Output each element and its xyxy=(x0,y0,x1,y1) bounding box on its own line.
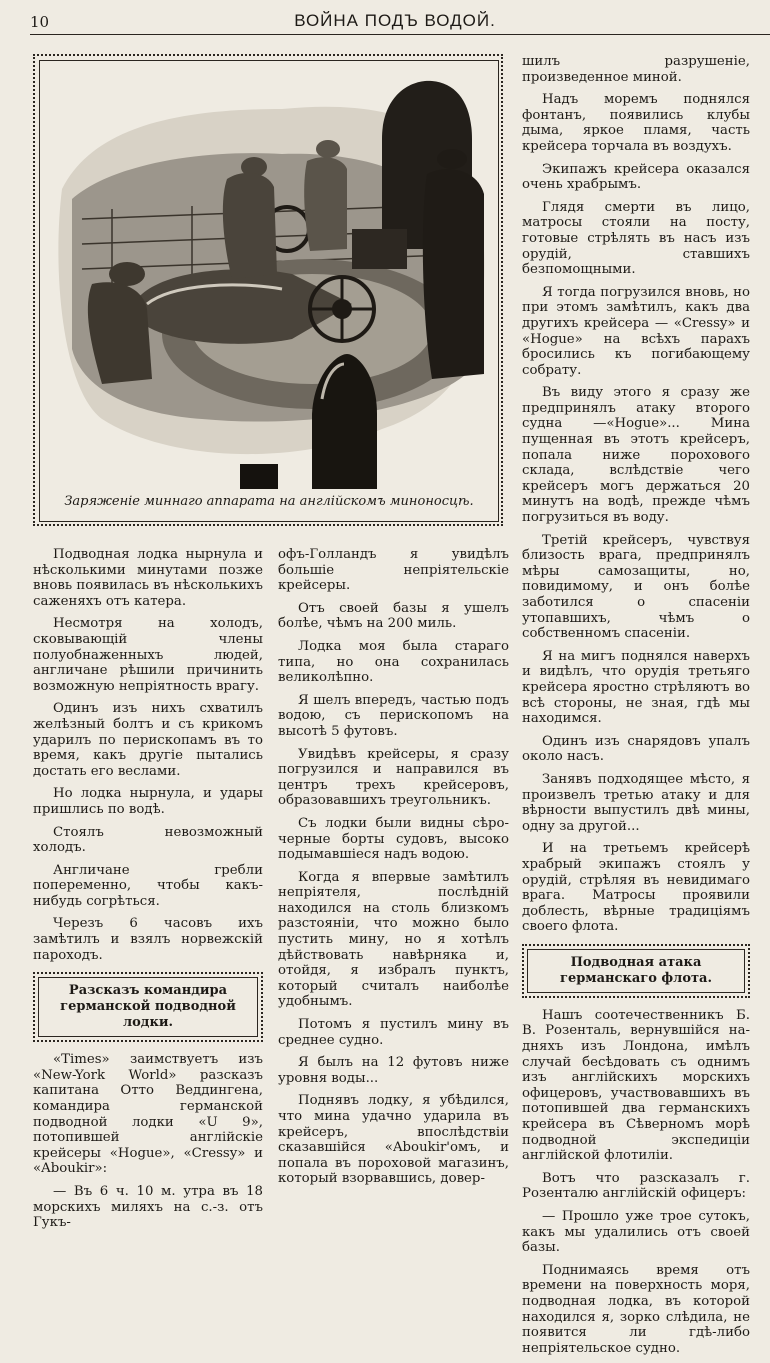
text-column-2 xyxy=(278,547,509,1194)
section-heading: Подводная атака германскаго флота. xyxy=(527,949,745,993)
paragraph: — Въ 6 ч. 10 м. утра въ 18 морскихъ миляхъ на с.-з. отъ Гукъ- xyxy=(33,1184,263,1231)
illustration-frame xyxy=(33,54,503,526)
text-column-1 xyxy=(33,547,263,1238)
paragraph: Надъ моремъ поднялся фонтанъ, появились клубы дыма, яркое пламя, часть крейсера торчала въ воздухъ. xyxy=(522,92,750,154)
paragraph: Третій крейсеръ, чувствуя близость врага, предпринялъ мѣры самозащиты, но, повидимому, и онъ болѣе заботился о спасеніи утопавшихъ, чѣмъ о собственномъ спасеніи. xyxy=(522,532,750,642)
paragraph: Несмотря на холодъ, сковывающій члены полуобнаженныхъ людей, англичане рѣшили причинить возможную непріятность врагу. xyxy=(33,616,263,694)
paragraph: Черезъ 6 часовъ ихъ замѣтилъ и взялъ норвежскій пароходъ. xyxy=(33,916,263,963)
paragraph: Потомъ я пустилъ мину въ среднее судно. xyxy=(278,1017,509,1048)
running-title: ВОЙНА ПОДЪ ВОДОЙ. xyxy=(294,11,496,30)
paragraph: Отъ своей базы я ушелъ болѣе, чѣмъ на 200 миль. xyxy=(278,600,509,632)
paragraph: Глядя смерти въ лицо, матросы стояли на посту, готовые стрѣлять въ насъ изъ орудій, ставшихъ безпомощными. xyxy=(522,199,750,278)
paragraph: Я тогда погрузился вновь, но при этомъ замѣтилъ, какъ два другихъ крейсера — «Cressy» и «Hogue» на всѣхъ парахъ бросились къ погибающему собрату. xyxy=(522,284,750,378)
paragraph: Лодка моя была стараго типа, но она сохранилась великолѣпно. xyxy=(278,638,509,686)
paragraph: Нашъ соотечественникъ Б. В. Розенталь, вернувшійся на-дняхъ изъ Лондона, имѣлъ случай бесѣдовать съ однимъ изъ англійскихъ морскихъ офицеровъ, участвовавшихъ въ потопившей два германскихъ крейсера въ Сѣверномъ морѣ подводной экспедиціи англійской флотиліи. xyxy=(522,1007,750,1164)
paragraph: Одинъ изъ снарядовъ упалъ около насъ. xyxy=(522,733,750,765)
paragraph: Съ лодки были видны сѣро-черные борты судовъ, высоко подымавшіеся надъ водою. xyxy=(278,815,509,863)
paragraph: Я шелъ впередъ, частью подъ водою, съ перископомъ на высотѣ 5 футовъ. xyxy=(278,692,509,739)
illustration-caption: Заряженіе миннаго аппарата на англійскомъ миноносцѣ. xyxy=(64,494,474,509)
paragraph: Подводная лодка нырнула и нѣсколькими минутами позже вновь появилась въ нѣсколькихъ саженяхъ отъ катера. xyxy=(33,547,263,609)
paragraph: Увидѣвъ крейсеры, я сразу погрузился и направился въ центръ трехъ крейсеровъ, образовавшихъ треугольникъ. xyxy=(278,746,509,809)
section-heading-box xyxy=(522,944,750,998)
paragraph: Поднявъ лодку, я убѣдился, что мина удачно ударила въ крейсеръ, впослѣдствіи сказавшійся «Aboukir'омъ, и попала въ пороховой магазинъ, который взорвавшись, довер- xyxy=(278,1093,509,1187)
paragraph-continued: офъ-Голландъ я увидѣлъ большіе непріятельскіе крейсеры. xyxy=(278,547,509,594)
paragraph: Стоялъ невозможный холодъ. xyxy=(33,824,263,856)
illustration-inner-frame xyxy=(39,60,499,522)
paragraph: И на третьемъ крейсерѣ храбрый экипажъ стоялъ у орудій, стрѣляя въ невидимаго врага. Матросы проявили доблесть, вѣрные традиціямъ своего флота. xyxy=(522,841,750,935)
paragraph: Англичане гребли попеременно, чтобы какъ-нибудь согрѣться. xyxy=(33,862,263,909)
paragraph: Я былъ на 12 футовъ ниже уровня воды... xyxy=(278,1055,509,1086)
paragraph-continued: шилъ разрушеніе, произведенное миной. xyxy=(522,54,750,85)
paragraph: — Прошло уже трое сутокъ, какъ мы удалились отъ своей базы. xyxy=(522,1209,750,1256)
torpedo-loading-illustration xyxy=(52,69,494,489)
section-heading: Разсказъ командира германской подводной лодки. xyxy=(38,977,258,1037)
paragraph: Экипажъ крейсера оказался очень храбрымъ. xyxy=(522,161,750,193)
paragraph: Но лодка нырнула, и удары пришлись по водѣ. xyxy=(33,786,263,817)
section-heading-box xyxy=(33,972,263,1042)
paragraph: Я на мигъ поднялся наверхъ и видѣлъ, что орудія третьяго крейсера яростно стрѣляютъ во всѣ стороны, не зная, гдѣ мы находимся. xyxy=(522,648,750,727)
header-rule xyxy=(30,34,770,35)
page-number: 10 xyxy=(30,13,50,31)
paragraph: «Times» заимствуетъ изъ «New-York World» разсказъ капитана Отто Веддингена, командира германской подводной лодки «U 9», потопившей англійскіе крейсеры «Hogue», «Cressy» и «Aboukir»: xyxy=(33,1052,263,1177)
page-header xyxy=(0,0,770,40)
paragraph: Когда я впервые замѣтилъ непріятеля, послѣдній находился на столь близкомъ разстояніи, что можно было пустить мину, но я хотѣлъ дѣйствовать навѣрняка и, отойдя, я избралъ пунктъ, который считалъ наиболѣе удобнымъ. xyxy=(278,869,509,1010)
paragraph: Въ виду этого я сразу же предпринялъ атаку второго судна —«Hogue»... Мина пущенная въ этотъ крейсеръ, попала ниже порохового склада, вслѣдствіе чего крейсеръ могъ держаться 20 минутъ на водѣ, прежде чѣмъ погрузиться въ воду. xyxy=(522,385,750,526)
paragraph: Поднимаясь время отъ времени на поверхность моря, подводная лодка, въ которой находился я, зорко слѣдила, не появится ли гдѣ-либо непріятельское судно. xyxy=(522,1262,750,1356)
paragraph: Занявъ подходящее мѣсто, я произвелъ третью атаку и для вѣрности выпустилъ двѣ мины, одну за другой... xyxy=(522,771,750,834)
text-column-3 xyxy=(522,54,750,1363)
paragraph: Одинъ изъ нихъ схватилъ желѣзный болтъ и съ крикомъ ударилъ по перископамъ въ то время, какъ другіе пытались достать его веслами. xyxy=(33,701,263,779)
paragraph: Вотъ что разсказалъ г. Розенталю англійскій офицеръ: xyxy=(522,1170,750,1202)
